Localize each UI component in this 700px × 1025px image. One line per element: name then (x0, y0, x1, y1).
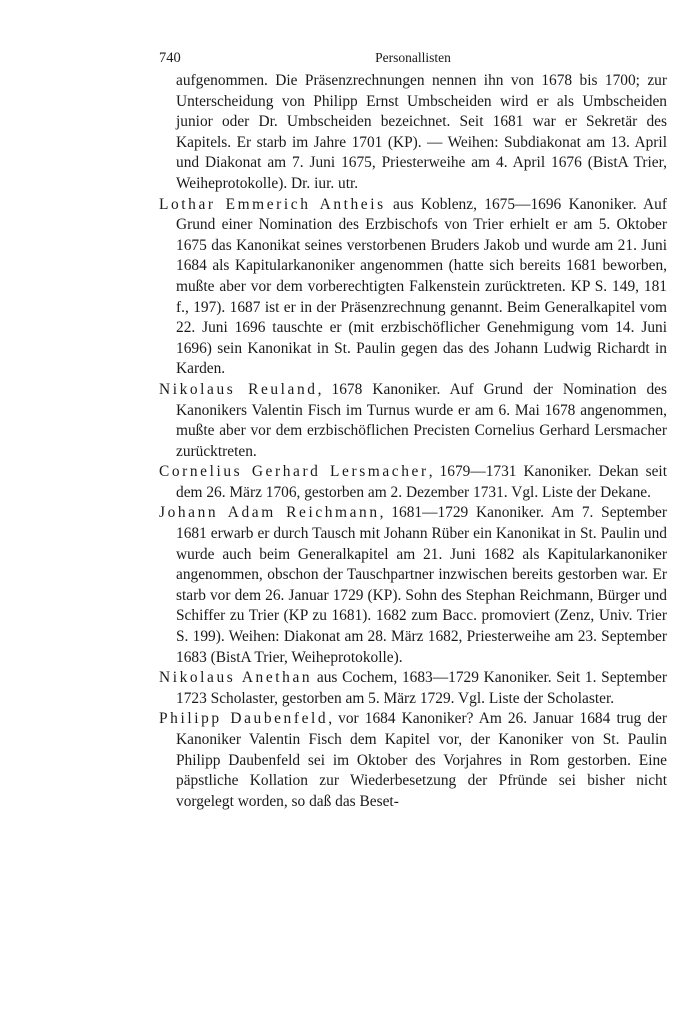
entry-text: aus Koblenz, 1675—1696 Kanoniker. Auf Grund einer Nomination des Erzbischofs von Trier erhielt er am 5. Oktober 1675 das Kanonikat seines verstorbenen Bruders Jakob und wurde am 21. Juni 1684 als Kapitularkanoniker angenommen (hatte sich bereits 1681 beworben, mußte aber vor dem vorberechtigten Falkenstein zurücktreten. KP S. 149, 181 f., 197). 1687 ist er in der Präsenzrechnung genannt. Beim Generalkapitel vom 22. Juni 1696 tauschte er (mit erzbischöflicher Genehmigung vom 14. Juni 1696) sein Kanonikat in St. Paulin gegen das des Johann Ludwig Richardt in Karden. (176, 195, 667, 378)
entry-text: aufgenommen. Die Präsenzrechnungen nennen ihn von 1678 bis 1700; zur Unterscheidung von Philipp Ernst Umbscheiden wird er als Umbscheiden junior oder Dr. Umbscheiden bezeichnet. Seit 1681 war er Sekretär des Kapitels. Er starb im Jahre 1701 (KP). — Weihen: Subdiakonat am 13. April und Diakonat am 7. Juni 1675, Priesterweihe am 4. April 1676 (BistA Trier, Weiheprotokolle). Dr. iur. utr. (176, 72, 667, 192)
entry-text: , vor 1684 Kanoniker? Am 26. Januar 1684 trug der Kanoniker Valentin Fisch dem Kapitel vor, der Kanoniker von St. Paulin Philipp Daubenfeld sei im Oktober des Vorjahres in Rom gestorben. Eine päpstliche Kollation zur Wiederbesetzung der Pfründe sei bisher nicht vorgelegt worden, so daß das Beset- (176, 710, 667, 810)
entry-anethan (159, 668, 667, 709)
entry-daubenfeld (159, 709, 667, 812)
person-name: Lothar Emmerich Antheis (159, 195, 386, 213)
person-name: Philipp Daubenfeld (159, 710, 329, 728)
running-title: Personallisten (375, 50, 451, 65)
entry-text: , 1679—1731 Kanoniker. Dekan seit dem 26. März 1706, gestorben am 2. Dezember 1731. Vgl. Liste der Dekane. (176, 463, 667, 501)
entry-text: , 1681—1729 Kanoniker. Am 7. September 1681 erwarb er durch Tausch mit Johann Rüber ein Kanonikat in St. Paulin und wurde auch beim Generalkapitel am 21. Juni 1682 als Kapitularkanoniker angenommen, obschon der Tauschpartner inzwischen bereits gestorben war. Er starb vor dem 26. Januar 1729 (KP). Sohn des Stephan Reichmann, Bürger und Schiffer zu Trier (KP zu 1681). 1682 zum Bacc. promoviert (Zenz, Univ. Trier S. 199). Weihen: Diakonat am 28. März 1682, Priesterweihe am 23. September 1683 (BistA Trier, Weiheprotokolle). (176, 504, 667, 666)
person-name: Cornelius Gerhard Lersmacher (159, 463, 429, 481)
entry-lersmacher (159, 462, 667, 503)
entry-text: , 1678 Kanoniker. Auf Grund der Nomination des Kanonikers Valentin Fisch im Turnus wurde er am 6. Mai 1678 angenommen, mußte aber vor dem erzbischöflichen Precisten Cornelius Gerhard Lersmacher zurücktreten. (176, 380, 668, 460)
page-header (159, 50, 667, 70)
person-name: Nikolaus Reuland (159, 380, 318, 398)
entry-text: aus Cochem, 1683—1729 Kanoniker. Seit 1. September 1723 Scholaster, gestorben am 5. März 1729. Vgl. Liste der Scholaster. (176, 669, 667, 707)
entry-continuation (159, 71, 667, 195)
entry-antheis (159, 195, 667, 380)
page-number: 740 (159, 50, 181, 66)
entry-list (159, 71, 667, 812)
person-name: Nikolaus Anethan (159, 669, 313, 687)
person-name: Johann Adam Reichmann (159, 504, 380, 522)
entry-reuland (159, 380, 667, 462)
entry-reichmann (159, 503, 667, 668)
